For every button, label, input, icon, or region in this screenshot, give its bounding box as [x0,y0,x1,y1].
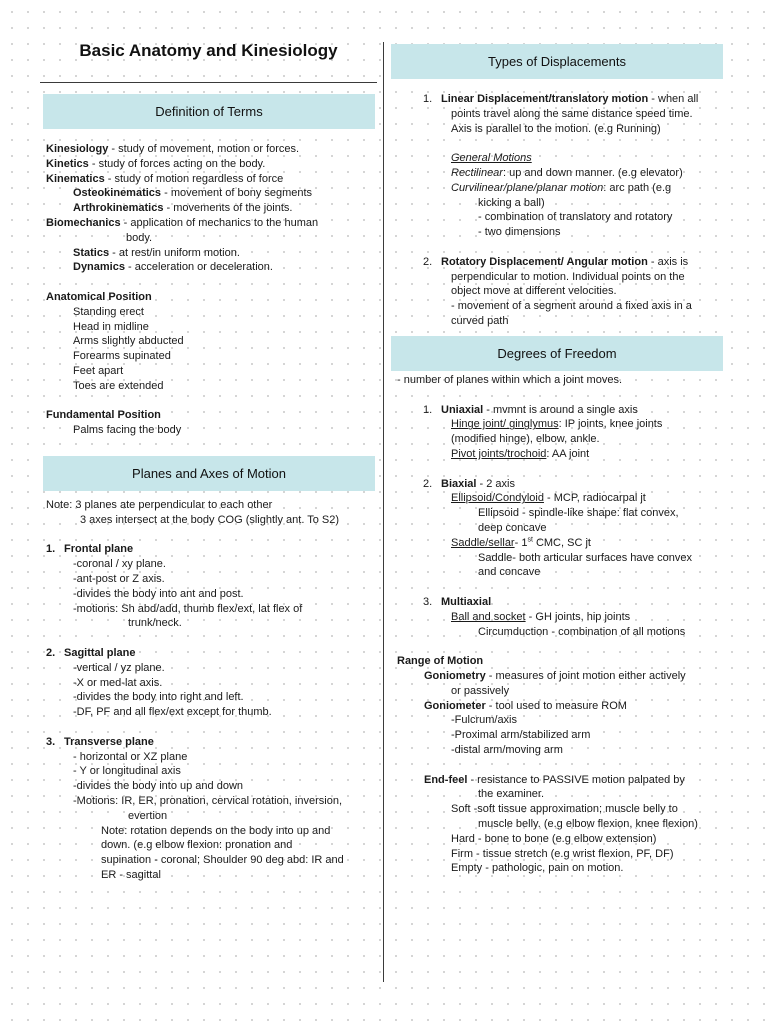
anat-item: Head in midline [73,320,149,333]
displacements-banner [391,44,723,79]
term: Kinetics [46,157,89,170]
rotatory-line: curved path [451,314,509,327]
term: Osteokinematics [73,187,162,200]
saddle-cont: Saddle- both articular surfaces have convex [478,551,693,564]
goniometer-line [397,699,725,714]
term: Biomechanics [46,216,121,229]
term: Arthrokinematics [73,202,164,215]
frontal-item: -motions: Sh abd/add, thumb flex/ext, lat flex of [73,602,303,615]
goniometry-line [397,669,725,684]
definition: : IP joints, knee joints [558,418,663,431]
planes-section [46,498,376,883]
term: Goniometry [424,669,486,682]
multiaxial-title [397,595,725,610]
transverse-item: - Y or longitudinal axis [73,765,181,778]
term: Ball and socket [451,610,526,623]
term: Kinematics [46,172,105,185]
endfeel-item: Empty - pathologic, pain on motion. [451,862,624,875]
item-number: 1. [423,93,433,105]
freedom-banner [391,336,723,371]
linear-line: Axis is parallel to the motion. (e.g Running) [451,122,661,135]
item-title: Linear Displacement/translatory motion [441,93,649,105]
transverse-note: Note: rotation depends on the body into up and [101,824,331,837]
anat-item: Standing erect [73,305,144,318]
term: Kinesiology [46,143,109,155]
term: Goniometer [424,699,486,712]
definition: - MCP, radiocarpal jt [543,492,646,505]
rotatory-displacement [423,255,723,270]
definition: - study of motion regardless of force [104,172,284,185]
linear-displacement [423,92,723,107]
fundamental-position-heading: Fundamental Position [46,409,161,422]
biaxial-title [397,477,725,492]
endfeel-soft-cont: muscle belly. (e.g elbow flexion, knee flexion) [478,817,698,830]
linear-line: points travel along the same distance speed time. [451,107,693,120]
item-title: Multiaxial [441,595,492,608]
hinge-cont: (modified hinge), elbow, ankle. [451,433,600,446]
definition: - at rest/in uniform motion. [109,246,240,259]
item-title: Uniaxial [441,403,484,416]
def-dynamics [46,260,376,275]
anat-item: Feet apart [73,364,124,377]
definition: - measures of joint motion either actively [485,669,686,682]
saddle-cont: and concave [478,566,541,579]
uniaxial-title [397,403,725,418]
transverse-note: ER - sagittal [101,868,161,881]
term: Ellipsoid/Condyloid [451,492,544,505]
definition: - movements of the joints. [163,202,293,215]
sagittal-item: -X or med-lat axis. [73,676,163,689]
freedom-heading: Degrees of Freedom [497,346,617,361]
ellipsoid-cont: deep concave [478,521,547,534]
definition: CMC, SC jt [532,536,591,549]
circumduction-line: Circumduction - combination of all motions [478,625,686,638]
frontal-item-cont: trunk/neck. [128,617,182,630]
sagittal-item: -divides the body into right and left. [73,691,244,704]
transverse-note: supination - coronal; Shoulder 90 deg abd: IR and [101,854,344,867]
anat-item: Toes are extended [73,379,164,392]
definition: - GH joints, hip joints [525,610,631,623]
transverse-item: -Motions: IR, ER, pronation, cervical rotation, inversion, [73,794,343,807]
rotatory-line: - movement of a segment around a fixed axis in a [451,300,692,313]
item-def: - when all [648,93,699,105]
transverse-item: - horizontal or XZ plane [73,750,188,763]
term: End-feel [424,773,468,786]
definitions-banner [43,94,375,129]
definitions-list [46,142,376,438]
def-biomechanics-cont: body. [126,231,153,244]
displacements-heading: Types of Displacements [487,54,626,69]
transverse-item-cont: evertion [128,809,168,822]
freedom-intro: - number of planes within which a joint moves. [397,374,622,386]
title-underline [40,82,377,83]
definition: - tool used to measure ROM [485,699,627,712]
item-def: - axis is [647,255,689,268]
planes-note-cont: 3 axes intersect at the body COG (slightly ant. To S2) [80,513,340,526]
freedom-section [397,373,725,876]
pivot-line [397,447,725,462]
rotatory-line: perpendicular to motion. Individual points on the [451,270,685,283]
def-arthrokinematics [46,201,376,216]
item-number: 3. [46,735,56,748]
anat-item: Forearms supinated [73,350,171,363]
endfeel-item: Hard - bone to bone (e.g elbow extension) [451,832,657,845]
item-title: Rotatory Displacement/ Angular motion [441,255,648,268]
sagittal-item: -DF, PF and all flex/ext except for thumb. [73,706,272,719]
item-def: - 2 axis [476,477,515,490]
displacements-section [423,92,723,329]
saddle-line [397,536,725,551]
planes-note: Note: 3 planes ate perpendicular to each other [46,499,273,511]
definition: - study of forces acting on the body. [88,157,266,170]
column-divider [383,42,384,982]
goniometer-item: -distal arm/moving arm [451,743,563,756]
endfeel-soft: Soft -soft tissue approximation; muscle belly to [451,803,678,816]
item-number: 2. [46,646,56,659]
frontal-item: -coronal / xy plane. [73,558,166,571]
frontal-item: -divides the body into ant and post. [73,587,244,600]
item-number: 1. [423,403,433,416]
superscript: st [527,536,533,544]
rotatory-line: object move at different velocities. [451,285,617,298]
definition: - resistance to PASSIVE motion palpated by [467,773,685,786]
item-number: 3. [423,595,433,608]
item-title: Frontal plane [64,543,134,556]
endfeel-cont: the examiner. [478,788,545,801]
ellipsoid-cont: Ellipsoid - spindle-like shape: flat convex, [478,507,679,520]
definition: - acceleration or deceleration. [124,261,273,274]
definitions-heading: Definition of Terms [155,104,263,119]
item-title: Transverse plane [64,735,154,748]
sagittal-plane-title [46,646,376,661]
planes-banner [43,456,375,491]
definition: : AA joint [546,447,590,460]
rectilinear-line [423,166,723,181]
definition: : up and down manner. (e.g elevator) [502,166,683,179]
term: Statics [73,246,110,259]
item-def: - mvmnt is around a single axis [483,403,638,416]
curvilinear-cont: kicking a ball) [478,196,545,209]
item-number: 2. [423,477,433,490]
document-title: Basic Anatomy and Kinesiology [79,41,338,60]
term: Dynamics [73,261,125,274]
ellipsoid-line [397,491,725,506]
item-title: Biaxial [441,477,477,490]
definition: - study of movement, motion or forces. [108,143,300,155]
goniometry-cont: or passively [451,684,510,697]
endfeel-item: Firm - tissue stretch (e.g wrist flexion, PF, DF) [451,847,674,860]
goniometer-item: -Proximal arm/stabilized arm [451,729,591,742]
curvilinear-line [423,181,723,196]
item-title: Sagittal plane [64,646,136,659]
definition: : arc path (e.g [603,181,672,194]
ball-socket-line [397,610,725,625]
term: Rectilinear [451,166,503,179]
definition: - 1 [514,536,528,549]
definition: - movement of bony segments [161,187,313,200]
def-statics [46,246,376,261]
frontal-item: -ant-post or Z axis. [73,572,165,585]
sagittal-item: -vertical / yz plane. [73,661,165,674]
endfeel-line [397,773,725,788]
def-osteokinematics [46,186,376,201]
rom-heading: Range of Motion [397,655,484,668]
term: Curvilinear/plane/planar motion [451,181,604,194]
def-biomechanics [46,216,376,231]
anat-item: Arms slightly abducted [73,335,184,348]
planes-heading: Planes and Axes of Motion [132,466,286,481]
fund-item: Palms facing the body [73,424,182,437]
term: Hinge joint/ ginglymus [451,418,559,431]
item-number: 2. [423,255,433,268]
transverse-item: -divides the body into up and down [73,780,244,793]
term: Saddle/sellar [451,536,515,549]
curvilinear-cont: - combination of translatory and rotatory [478,211,673,224]
curvilinear-cont: - two dimensions [478,226,561,239]
transverse-note: down. (e.g elbow flexion: pronation and [101,839,293,852]
general-motions-title: General Motions [451,152,532,165]
goniometer-item: -Fulcrum/axis [451,714,518,727]
transverse-plane-title [46,735,376,750]
hinge-line [397,417,725,432]
term: Pivot joints/trochoid [451,447,547,460]
def-kinematics [46,172,376,187]
def-kinesiology [46,142,376,157]
def-kinetics [46,157,376,172]
definition: - application of mechanics to the human [120,216,319,229]
item-number: 1. [46,543,56,556]
anatomical-position-heading: Anatomical Position [46,290,152,303]
frontal-plane-title [46,542,376,557]
